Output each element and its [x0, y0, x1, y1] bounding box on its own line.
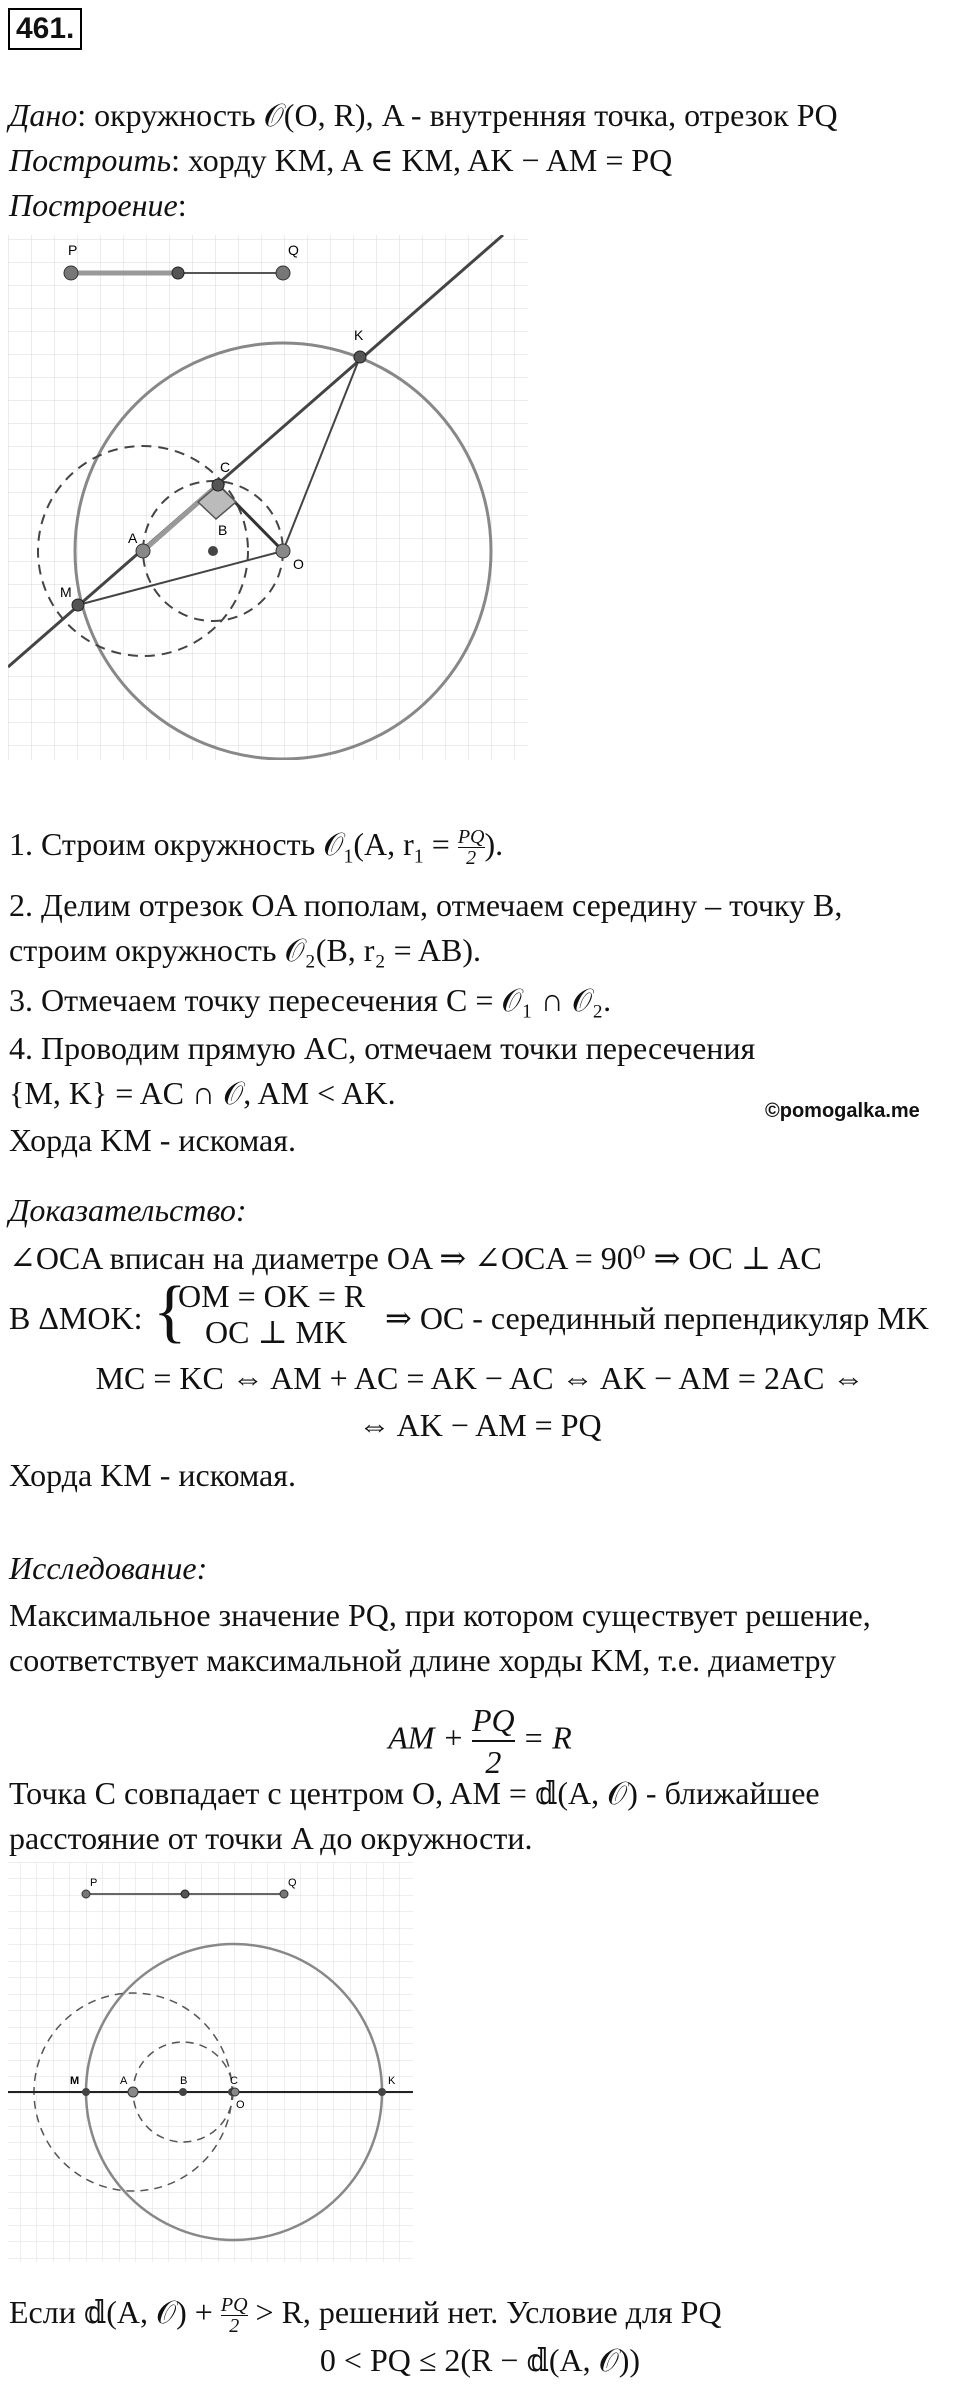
step-5: Хорда KM - искомая. — [9, 1122, 296, 1158]
construct-line — [9, 140, 672, 180]
research-line-1: Максимальное значение PQ, при котором существует решение, — [9, 1597, 871, 1633]
step-2a: 2. Делим отрезок OA пополам, отмечаем середину – точку B, — [9, 887, 843, 923]
proof-line-5: Хорда KM - искомая. — [9, 1457, 296, 1493]
point-b — [208, 546, 218, 556]
step1-fraction — [458, 827, 485, 868]
given-label: Дано — [9, 97, 78, 133]
step1-end: ). — [484, 826, 504, 862]
point-m-2 — [82, 2088, 90, 2096]
point-a-2 — [128, 2087, 138, 2097]
proof-line-3: MC = KC ⇔ AM + AC = AK − AC ⇔ AK − AM = 2AC ⇔ — [95, 1360, 865, 1396]
point-a — [136, 544, 150, 558]
research-line-4: расстояние от точки A до окружности. — [9, 1820, 533, 1856]
proof-system-1: OM = OK = R — [178, 1278, 366, 1314]
research-eq-right: = R — [514, 1719, 572, 1756]
research-label: Исследование: — [9, 1550, 208, 1586]
final-frac-num: PQ — [220, 2294, 248, 2317]
label-c-2: C — [230, 2075, 238, 2087]
research-line-2: соответствует максимальной длине хорды KM, т.е. диаметру — [9, 1642, 837, 1678]
point-o — [276, 544, 290, 558]
point-p-2 — [82, 1890, 90, 1898]
point-q — [276, 266, 290, 280]
construction-figure-1 — [8, 235, 528, 760]
point-m — [72, 599, 84, 611]
final-fraction — [221, 2295, 248, 2336]
label-b-2: B — [180, 2075, 188, 2087]
point-o-2 — [231, 2088, 239, 2096]
label-a: A — [128, 530, 138, 546]
label-c: C — [220, 459, 231, 475]
final-frac-den: 2 — [221, 2315, 248, 2336]
label-m-2: M — [70, 2075, 80, 2087]
given-text: : окружность 𝒪(O, R), A - внутренняя точка, отрезок PQ — [77, 97, 838, 133]
research-eq-den: 2 — [472, 1740, 515, 1782]
research-fraction — [472, 1700, 515, 1782]
label-m: M — [60, 584, 72, 600]
research-eq-num: PQ — [472, 1702, 515, 1738]
system-brace: { — [153, 1273, 187, 1350]
point-pq-mid-2 — [181, 1890, 189, 1898]
step-4b: {M, K} = AC ∩ 𝒪, AM < AK. — [9, 1075, 396, 1111]
point-q-2 — [280, 1890, 288, 1898]
step1-mid: (A, r — [353, 826, 414, 862]
problem-number: 461. — [8, 8, 82, 50]
label-q-2: Q — [288, 1877, 297, 1889]
label-k-2: K — [388, 2075, 396, 2087]
final-line-2: 0 < PQ ≤ 2(R − 𝕕(A, 𝒪)) — [319, 2342, 641, 2378]
point-k — [354, 351, 366, 363]
step1-frac-num: PQ — [457, 826, 485, 849]
label-o-2: O — [236, 2099, 245, 2111]
final-line-1 — [9, 2292, 722, 2336]
step1-sub2: 1 — [413, 845, 424, 868]
proof-line-4: ⇔ AK − AM = PQ — [358, 1407, 602, 1443]
point-b-2 — [179, 2088, 187, 2096]
step1-eq: = — [423, 826, 458, 862]
proof-label: Доказательство: — [9, 1192, 247, 1228]
label-b: B — [218, 522, 228, 538]
step1-sub: 1 — [343, 845, 354, 868]
proof-line-1: ∠OCA вписан на диаметре OA ⇒ ∠OCA = 90⁰ ⇒ OC ⊥ AC — [9, 1240, 822, 1276]
label-q: Q — [288, 242, 299, 258]
label-k: K — [354, 327, 364, 343]
grid-background-2 — [8, 1862, 413, 2262]
label-p: P — [68, 242, 78, 258]
label-o: O — [293, 556, 304, 572]
watermark: ©pomogalka.me — [765, 1100, 920, 1122]
step1-frac-den: 2 — [458, 847, 485, 868]
proof-line-2-suffix: ⇒ OC - серединный перпендикуляр MK — [385, 1300, 929, 1336]
construct-text: : хорду KM, A ∈ KM, AK − AM = PQ — [171, 142, 673, 178]
point-c — [212, 479, 224, 491]
research-line-3: Точка C совпадает с центром O, AM = 𝕕(A, 𝒪) - ближайшее — [9, 1775, 820, 1811]
label-a-2: A — [120, 2075, 128, 2087]
construction-figure-2 — [8, 1862, 413, 2262]
given-line — [9, 95, 838, 135]
step-4a: 4. Проводим прямую AC, отмечаем точки пересечения — [9, 1030, 756, 1066]
step1-prefix: 1. Строим окружность 𝒪 — [9, 826, 344, 862]
final-suffix: > R, решений нет. Условие для PQ — [247, 2294, 722, 2330]
construction-colon: : — [177, 187, 187, 223]
point-k-2 — [378, 2088, 386, 2096]
final-prefix: Если 𝕕(A, 𝒪) + — [9, 2294, 221, 2330]
construction-label: Построение — [9, 187, 178, 223]
construct-label: Построить — [9, 142, 172, 178]
proof-line-2-prefix: В ΔMOK: — [9, 1300, 143, 1336]
label-p-2: P — [90, 1877, 98, 1889]
step-1 — [9, 822, 503, 876]
proof-system-2: OC ⊥ MK — [205, 1314, 348, 1350]
point-pq-mid — [172, 267, 184, 279]
grid-background — [8, 235, 528, 760]
step-2b: строим окружность 𝒪₂(B, r₂ = AB). — [9, 932, 481, 968]
construction-heading — [9, 185, 187, 225]
point-p — [64, 266, 78, 280]
research-equation — [0, 1700, 960, 1782]
research-eq-left: AM + — [388, 1719, 472, 1756]
step-3: 3. Отмечаем точку пересечения C = 𝒪₁ ∩ 𝒪₂. — [9, 982, 612, 1018]
